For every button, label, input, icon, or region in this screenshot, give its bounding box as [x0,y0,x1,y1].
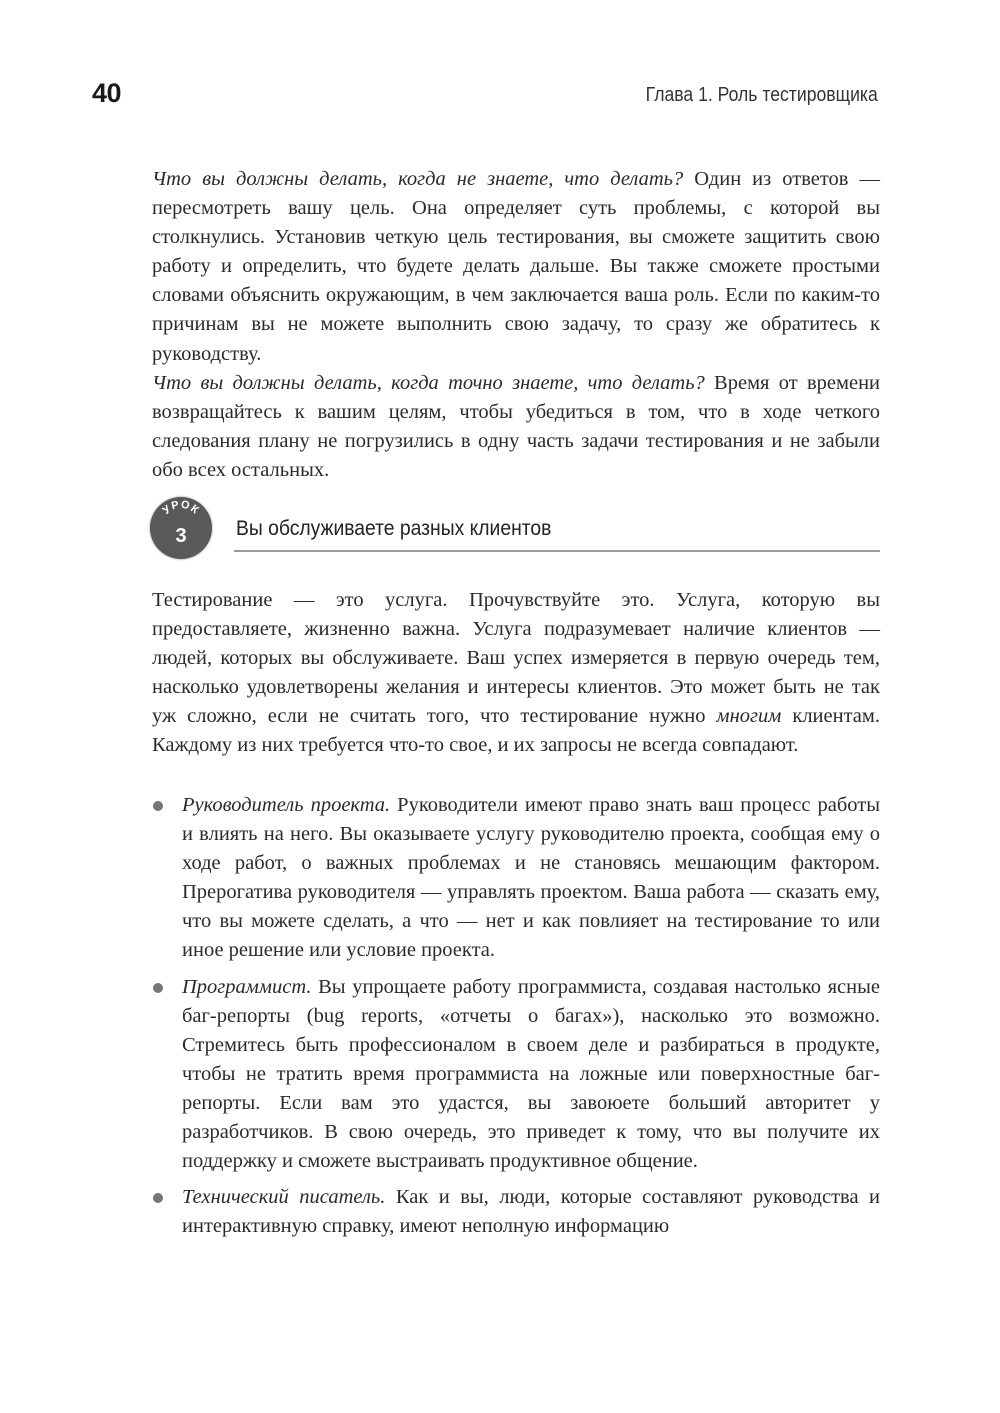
list-item-text: Вы упрощаете работу программиста, создавая настолько ясные баг-репорты (bug reports, «отчеты о багах»), насколько это возможно. Стремитесь быть профессионалом в своем деле и разбираться в продукте, чтобы не тратить время программиста на ложные или поверхностные баг-репорты. Если вам это удастся, вы завоюете больший авторитет у разработчиков. В свою очередь, это приведет к тому, что вы получите их поддержку и сможете выстраивать продуктивное общение. [182,975,880,1173]
paragraph-body: Время от времени возвращайтесь к вашим целям, чтобы убедиться в том, что в ходе четкого следования плану не погрузились в одну часть задачи тестирования и не забыли обо всех остальных. [152,372,881,482]
intro-paragraph [152,586,880,761]
list-item [152,1183,880,1241]
list-item-term: Руководитель проекта. [182,794,391,816]
svg-text:УРОК [160,499,201,517]
list-item-term: Программист. [182,975,312,998]
list-item [152,973,880,1177]
paragraph-lead-question: Что вы должны делать, когда точно знаете, что делать? [152,372,705,394]
paragraph-1 [152,165,880,369]
bullet-icon [153,983,163,993]
list-item-text: Как и вы, люди, которые составляют руководства и интерактивную справку, имеют неполную информацию [182,1186,880,1238]
client-list [152,791,880,1248]
lesson-title: Вы обслуживаете разных клиентов [236,517,552,540]
intro-text-2: клиентам. Каждому из них требуется что-то свое, и их запросы не всегда совпадают. [152,705,880,757]
paragraph-body: Один из ответов — пересмотреть вашу цель. Она определяет суть проблемы, с которой вы столкнулись. Установив четкую цель тестирования, вы сможете защитить свою работу и определить, что будете делать дальше. Вы также сможете простыми словами объяснить окружающим, в чем заключается ваша роль. Если по каким-то причинам вы не можете выполнить свою задачу, то сразу же обратитесь к руководству. [152,168,880,365]
running-head: Глава 1. Роль тестировщика [645,84,878,106]
lesson-badge [150,497,212,559]
lesson-heading [150,497,880,557]
bullet-icon [153,1193,163,1203]
heading-divider [234,550,880,552]
list-item-term: Технический писатель. [182,1186,386,1209]
paragraph-2 [152,369,880,485]
bullet-icon [153,801,163,811]
paragraph-lead-question: Что вы должны делать, когда не знаете, что делать? [152,168,684,190]
lesson-number: 3 [175,525,187,547]
page-number: 40 [92,78,122,108]
intro-text-1: Тестирование — это услуга. Прочувствуйте это. Услуга, которую вы предоставляете, жизненно важна. Услуга подразумевает наличие клиентов — людей, которых вы обслуживаете. Ваш успех измеряется в первую очередь тем, насколько удовлетворены желания и интересы клиентов. Это может быть не так уж сложно, если не считать того, что тестирование нужно [152,589,880,728]
list-item-text: Руководители имеют право знать ваш процесс работы и влиять на него. Вы оказываете услугу руководителю проекта, сообщая ему о ходе работ, о важных проблемах и не становясь мешающим фактором. Прерогатива руководителя — управлять проектом. Ваша работа — сказать ему, что вы можете сделать, а что — нет и как повлияет на тестирование то или иное решение или условие проекта. [182,794,880,962]
list-item [152,791,880,966]
intro-emphasis: многим [716,705,782,728]
lesson-badge-label: УРОК [160,498,202,517]
